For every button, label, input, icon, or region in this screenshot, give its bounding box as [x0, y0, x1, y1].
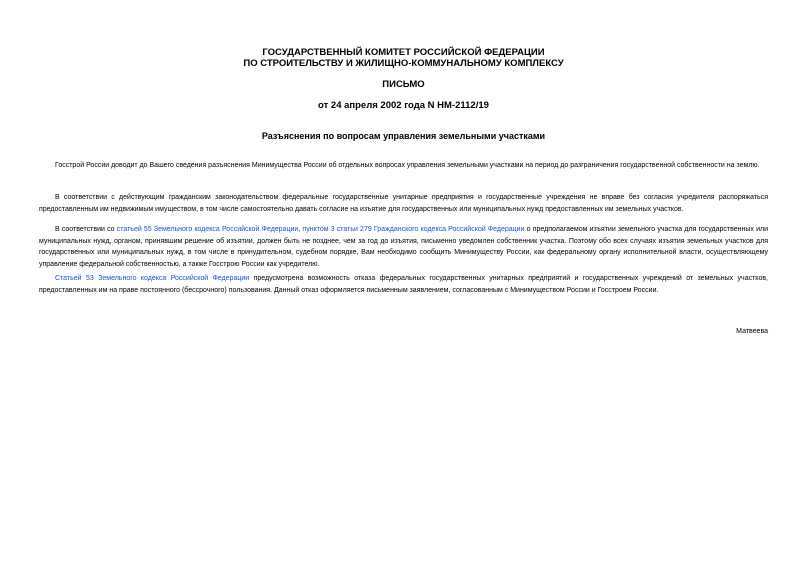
link-land-code-article-53[interactable]: Статьей 53 Земельного кодекса Российской Федерации: [55, 275, 250, 282]
document-subject: Разъяснения по вопросам управления земельными участками: [261, 131, 546, 141]
paragraph-2: [39, 192, 768, 215]
paragraph-4-text: [39, 273, 768, 296]
link-land-code-article-55[interactable]: статьей 55 Земельного кодекса Российской Федерации: [116, 226, 299, 233]
paragraph-2-text: В соответствии с действующим гражданским законодательством федеральные государственные унитарные предприятия и государственные учреждения не вправе без согласия учредителя распоряжаться предоставленным им недвижимым имуществом, в том числе самостоятельно давать согласие на изъятие для государственных или муниципальных нужд предоставленных им земельных участков.: [39, 194, 768, 213]
paragraph-1-text: Госстрой России доводит до Вашего сведения разъяснения Минимущества России об отдельных вопросах управления земельными участками на период до разграничения государственной собственности на землю.: [55, 162, 760, 169]
paragraph-3-text: [39, 224, 768, 270]
paragraph-3-lead: В соответствии со: [55, 226, 117, 233]
paragraph-3: [39, 224, 768, 270]
document-type: ПИСЬМО: [382, 79, 425, 90]
paragraph-3-separator: ,: [298, 226, 303, 233]
paragraph-1: [39, 160, 768, 172]
paragraph-4-rest: предусмотрена возможность отказа федеральных государственных унитарных предприятий и государственных учреждений от земельных участков, предоставленных им на праве постоянного (бессрочного) пользования. Данный отказ оформляется письменным заявлением, согласованным с Минимуществом России и Госстроем России.: [39, 275, 768, 294]
paragraph-4: [39, 273, 768, 296]
organization-line-2: ПО СТРОИТЕЛЬСТВУ И ЖИЛИЩНО-КОММУНАЛЬНОМУ КОМПЛЕКСУ: [243, 58, 564, 69]
link-civil-code-article-279[interactable]: пунктом 3 статьи 279 Гражданского кодекса Российской Федерации: [302, 226, 525, 233]
issuing-organization: [0, 47, 807, 69]
paragraph-3-rest: о предполагаемом изъятии земельного участка для государственных или муниципальных нужд, органом, принявшим решение об изъятии, должен быть не позднее, чем за год до изъятия, письменно уведомлен собственник участка. Поэтому обо всех случаях изъятия земельных участков для государственных или муниципальных нужд, в том числе в принудительном, судебном порядке, Вам необходимо сообщить Минимуществу России, как федеральному органу исполнительной власти, осуществляющему управление федеральной собственностью, а также Госстрою России как учредителю.: [39, 226, 768, 268]
organization-line-1: ГОСУДАРСТВЕННЫЙ КОМИТЕТ РОССИЙСКОЙ ФЕДЕРАЦИИ: [262, 47, 545, 58]
document-date-number: от 24 апреля 2002 года N НМ-2112/19: [318, 100, 489, 111]
signature: Матвеева: [736, 328, 768, 335]
